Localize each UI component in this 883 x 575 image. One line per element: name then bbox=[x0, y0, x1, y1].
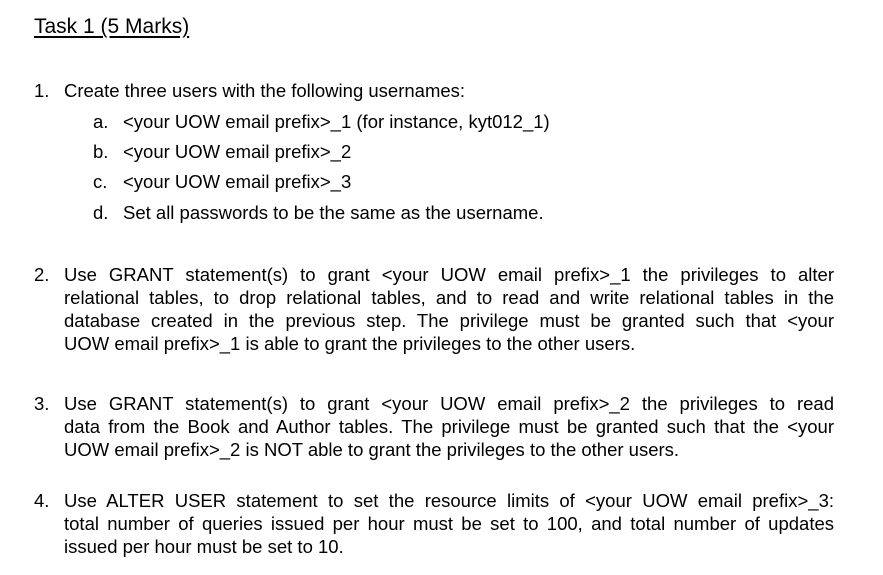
task-line: total number of queries issued per hour must be set to 100, and total number of updates bbox=[64, 513, 834, 534]
task-text bbox=[64, 489, 834, 558]
task-line: UOW email prefix>_2 is NOT able to grant the privileges to the other users. bbox=[64, 439, 680, 460]
subitem-letter: d. bbox=[93, 202, 109, 223]
task-number: 1. bbox=[34, 80, 50, 101]
task-line: data from the Book and Author tables. The privilege must be granted such that the <your bbox=[64, 416, 834, 437]
task-number: 2. bbox=[34, 264, 50, 285]
task-line: relational tables, to drop relational tables, and to read and write relational tables in the bbox=[64, 287, 834, 308]
task-line: Use GRANT statement(s) to grant <your UOW email prefix>_2 the privileges to read bbox=[64, 393, 834, 414]
subitem-letter: a. bbox=[93, 111, 109, 132]
task-line: UOW email prefix>_1 is able to grant the privileges to the other users. bbox=[64, 333, 636, 354]
task-text bbox=[64, 263, 834, 355]
task-line: Use ALTER USER statement to set the resource limits of <your UOW email prefix>_3: bbox=[64, 490, 834, 511]
task-text bbox=[64, 79, 834, 102]
task-line: database created in the previous step. The privilege must be granted such that <your bbox=[64, 310, 834, 331]
task-text bbox=[64, 392, 834, 461]
task-line: Use GRANT statement(s) to grant <your UOW email prefix>_1 the privileges to alter bbox=[64, 264, 834, 285]
subitem-text: Set all passwords to be the same as the username. bbox=[123, 202, 544, 223]
subitem-text: <your UOW email prefix>_3 bbox=[123, 171, 352, 192]
task-line: issued per hour must be set to 10. bbox=[64, 536, 344, 557]
task-number: 4. bbox=[34, 490, 50, 511]
task-line: Create three users with the following usernames: bbox=[64, 80, 466, 101]
subitem-text: <your UOW email prefix>_1 (for instance, kyt012_1) bbox=[123, 111, 550, 132]
task-heading: Task 1 (5 Marks) bbox=[34, 15, 190, 38]
subitem-letter: c. bbox=[93, 171, 108, 192]
subitem-letter: b. bbox=[93, 141, 109, 162]
task-number: 3. bbox=[34, 393, 50, 414]
subitem-text: <your UOW email prefix>_2 bbox=[123, 141, 352, 162]
